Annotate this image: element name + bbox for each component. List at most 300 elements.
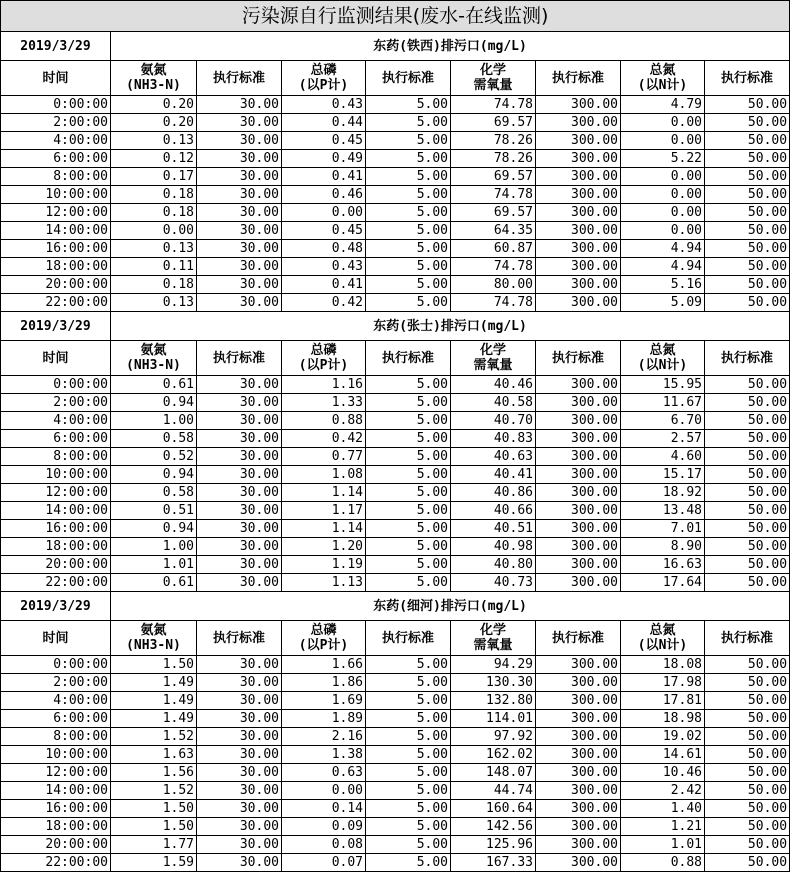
- value-cell: 1.49: [111, 674, 197, 692]
- table-row: [1, 222, 790, 240]
- value-cell: 0.88: [621, 854, 705, 872]
- value-cell: 30.00: [197, 854, 282, 872]
- value-cell: 40.98: [451, 538, 536, 556]
- value-cell: 1.17: [282, 502, 366, 520]
- value-cell: 19.02: [621, 728, 705, 746]
- column-header: 总氮 (以N计): [621, 341, 705, 376]
- value-cell: 78.26: [451, 132, 536, 150]
- value-cell: 74.78: [451, 96, 536, 114]
- value-cell: 1.13: [282, 574, 366, 592]
- section-outlet-title: 东药(细河)排污口(mg/L): [111, 592, 790, 621]
- value-cell: 0.00: [621, 186, 705, 204]
- time-cell: 12:00:00: [1, 484, 111, 502]
- value-cell: 50.00: [705, 430, 790, 448]
- value-cell: 0.45: [282, 222, 366, 240]
- value-cell: 30.00: [197, 294, 282, 312]
- table-row: [1, 484, 790, 502]
- value-cell: 30.00: [197, 728, 282, 746]
- value-cell: 50.00: [705, 556, 790, 574]
- time-cell: 14:00:00: [1, 222, 111, 240]
- value-cell: 60.87: [451, 240, 536, 258]
- value-cell: 0.42: [282, 294, 366, 312]
- value-cell: 50.00: [705, 114, 790, 132]
- value-cell: 50.00: [705, 276, 790, 294]
- value-cell: 5.00: [366, 412, 451, 430]
- value-cell: 0.00: [621, 114, 705, 132]
- value-cell: 30.00: [197, 836, 282, 854]
- time-cell: 18:00:00: [1, 818, 111, 836]
- value-cell: 40.70: [451, 412, 536, 430]
- time-cell: 4:00:00: [1, 692, 111, 710]
- value-cell: 50.00: [705, 674, 790, 692]
- value-cell: 5.00: [366, 222, 451, 240]
- value-cell: 5.00: [366, 538, 451, 556]
- value-cell: 1.77: [111, 836, 197, 854]
- value-cell: 1.38: [282, 746, 366, 764]
- value-cell: 5.00: [366, 764, 451, 782]
- value-cell: 30.00: [197, 782, 282, 800]
- value-cell: 114.01: [451, 710, 536, 728]
- value-cell: 78.26: [451, 150, 536, 168]
- value-cell: 5.00: [366, 114, 451, 132]
- value-cell: 0.00: [621, 204, 705, 222]
- value-cell: 13.48: [621, 502, 705, 520]
- value-cell: 30.00: [197, 484, 282, 502]
- table-row: [1, 150, 790, 168]
- value-cell: 5.00: [366, 376, 451, 394]
- value-cell: 0.63: [282, 764, 366, 782]
- value-cell: 5.00: [366, 484, 451, 502]
- section-date: 2019/3/29: [1, 592, 111, 621]
- value-cell: 18.08: [621, 656, 705, 674]
- column-header: 总氮 (以N计): [621, 621, 705, 656]
- value-cell: 0.00: [282, 204, 366, 222]
- value-cell: 300.00: [536, 150, 621, 168]
- value-cell: 300.00: [536, 502, 621, 520]
- value-cell: 50.00: [705, 448, 790, 466]
- value-cell: 5.00: [366, 556, 451, 574]
- value-cell: 5.00: [366, 448, 451, 466]
- time-cell: 16:00:00: [1, 240, 111, 258]
- value-cell: 50.00: [705, 132, 790, 150]
- value-cell: 30.00: [197, 132, 282, 150]
- value-cell: 300.00: [536, 394, 621, 412]
- time-cell: 22:00:00: [1, 574, 111, 592]
- value-cell: 50.00: [705, 222, 790, 240]
- value-cell: 0.07: [282, 854, 366, 872]
- value-cell: 1.00: [111, 538, 197, 556]
- table-row: [1, 574, 790, 592]
- value-cell: 40.66: [451, 502, 536, 520]
- time-cell: 20:00:00: [1, 276, 111, 294]
- value-cell: 5.00: [366, 574, 451, 592]
- time-cell: 2:00:00: [1, 674, 111, 692]
- value-cell: 0.58: [111, 430, 197, 448]
- time-cell: 16:00:00: [1, 520, 111, 538]
- value-cell: 40.41: [451, 466, 536, 484]
- time-cell: 10:00:00: [1, 186, 111, 204]
- value-cell: 2.16: [282, 728, 366, 746]
- value-cell: 30.00: [197, 204, 282, 222]
- value-cell: 50.00: [705, 294, 790, 312]
- time-cell: 14:00:00: [1, 782, 111, 800]
- table-row: [1, 186, 790, 204]
- value-cell: 5.00: [366, 818, 451, 836]
- value-cell: 30.00: [197, 674, 282, 692]
- value-cell: 0.13: [111, 132, 197, 150]
- value-cell: 5.00: [366, 96, 451, 114]
- table-row: [1, 132, 790, 150]
- value-cell: 0.49: [282, 150, 366, 168]
- value-cell: 50.00: [705, 764, 790, 782]
- value-cell: 300.00: [536, 728, 621, 746]
- time-cell: 12:00:00: [1, 204, 111, 222]
- value-cell: 50.00: [705, 376, 790, 394]
- value-cell: 300.00: [536, 692, 621, 710]
- value-cell: 5.00: [366, 674, 451, 692]
- value-cell: 1.01: [621, 836, 705, 854]
- value-cell: 0.11: [111, 258, 197, 276]
- value-cell: 300.00: [536, 114, 621, 132]
- value-cell: 4.94: [621, 258, 705, 276]
- value-cell: 0.58: [111, 484, 197, 502]
- value-cell: 0.20: [111, 114, 197, 132]
- section-date: 2019/3/29: [1, 312, 111, 341]
- table-row: [1, 168, 790, 186]
- value-cell: 30.00: [197, 258, 282, 276]
- value-cell: 18.98: [621, 710, 705, 728]
- column-header: 执行标准: [366, 621, 451, 656]
- value-cell: 300.00: [536, 674, 621, 692]
- value-cell: 1.69: [282, 692, 366, 710]
- time-cell: 22:00:00: [1, 294, 111, 312]
- value-cell: 30.00: [197, 818, 282, 836]
- value-cell: 50.00: [705, 782, 790, 800]
- table-row: [1, 656, 790, 674]
- time-cell: 2:00:00: [1, 114, 111, 132]
- value-cell: 30.00: [197, 150, 282, 168]
- value-cell: 30.00: [197, 746, 282, 764]
- time-cell: 10:00:00: [1, 466, 111, 484]
- value-cell: 0.00: [621, 168, 705, 186]
- value-cell: 30.00: [197, 538, 282, 556]
- column-header: 氨氮 (NH3-N): [111, 61, 197, 96]
- value-cell: 0.51: [111, 502, 197, 520]
- value-cell: 50.00: [705, 574, 790, 592]
- time-cell: 4:00:00: [1, 412, 111, 430]
- table-row: [1, 394, 790, 412]
- value-cell: 5.00: [366, 394, 451, 412]
- value-cell: 1.20: [282, 538, 366, 556]
- value-cell: 40.86: [451, 484, 536, 502]
- value-cell: 80.00: [451, 276, 536, 294]
- time-cell: 8:00:00: [1, 728, 111, 746]
- value-cell: 300.00: [536, 556, 621, 574]
- table-row: [1, 412, 790, 430]
- section-info-row: [1, 312, 790, 341]
- table-row: [1, 782, 790, 800]
- value-cell: 40.51: [451, 520, 536, 538]
- value-cell: 0.61: [111, 574, 197, 592]
- value-cell: 5.00: [366, 746, 451, 764]
- value-cell: 0.94: [111, 520, 197, 538]
- value-cell: 50.00: [705, 96, 790, 114]
- value-cell: 2.42: [621, 782, 705, 800]
- section-outlet-title: 东药(铁西)排污口(mg/L): [111, 32, 790, 61]
- value-cell: 30.00: [197, 656, 282, 674]
- value-cell: 0.13: [111, 294, 197, 312]
- value-cell: 300.00: [536, 854, 621, 872]
- value-cell: 30.00: [197, 764, 282, 782]
- value-cell: 0.18: [111, 186, 197, 204]
- value-cell: 0.44: [282, 114, 366, 132]
- value-cell: 300.00: [536, 484, 621, 502]
- value-cell: 74.78: [451, 258, 536, 276]
- value-cell: 0.17: [111, 168, 197, 186]
- table-row: [1, 836, 790, 854]
- value-cell: 0.45: [282, 132, 366, 150]
- table-row: [1, 556, 790, 574]
- value-cell: 1.49: [111, 692, 197, 710]
- value-cell: 0.43: [282, 96, 366, 114]
- value-cell: 50.00: [705, 204, 790, 222]
- value-cell: 1.66: [282, 656, 366, 674]
- table-row: [1, 520, 790, 538]
- value-cell: 5.00: [366, 150, 451, 168]
- time-cell: 10:00:00: [1, 746, 111, 764]
- value-cell: 44.74: [451, 782, 536, 800]
- table-row: [1, 276, 790, 294]
- time-cell: 20:00:00: [1, 556, 111, 574]
- value-cell: 40.80: [451, 556, 536, 574]
- value-cell: 0.88: [282, 412, 366, 430]
- value-cell: 50.00: [705, 466, 790, 484]
- value-cell: 5.00: [366, 710, 451, 728]
- table-row: [1, 818, 790, 836]
- table-row: [1, 692, 790, 710]
- value-cell: 5.22: [621, 150, 705, 168]
- value-cell: 30.00: [197, 412, 282, 430]
- column-header: 化学 需氧量: [451, 341, 536, 376]
- table-row: [1, 728, 790, 746]
- value-cell: 30.00: [197, 222, 282, 240]
- value-cell: 4.94: [621, 240, 705, 258]
- value-cell: 2.57: [621, 430, 705, 448]
- value-cell: 40.73: [451, 574, 536, 592]
- table-row: [1, 96, 790, 114]
- value-cell: 0.77: [282, 448, 366, 466]
- column-header: 总磷 (以P计): [282, 621, 366, 656]
- value-cell: 30.00: [197, 466, 282, 484]
- value-cell: 15.17: [621, 466, 705, 484]
- value-cell: 6.70: [621, 412, 705, 430]
- value-cell: 162.02: [451, 746, 536, 764]
- column-header: 执行标准: [705, 61, 790, 96]
- time-cell: 0:00:00: [1, 376, 111, 394]
- table-row: [1, 710, 790, 728]
- value-cell: 125.96: [451, 836, 536, 854]
- value-cell: 300.00: [536, 204, 621, 222]
- value-cell: 30.00: [197, 430, 282, 448]
- value-cell: 0.00: [111, 222, 197, 240]
- value-cell: 0.94: [111, 394, 197, 412]
- value-cell: 0.18: [111, 276, 197, 294]
- value-cell: 11.67: [621, 394, 705, 412]
- value-cell: 17.64: [621, 574, 705, 592]
- value-cell: 1.49: [111, 710, 197, 728]
- value-cell: 4.60: [621, 448, 705, 466]
- section-outlet-title: 东药(张士)排污口(mg/L): [111, 312, 790, 341]
- value-cell: 0.14: [282, 800, 366, 818]
- value-cell: 50.00: [705, 168, 790, 186]
- value-cell: 50.00: [705, 656, 790, 674]
- column-header: 执行标准: [536, 61, 621, 96]
- value-cell: 50.00: [705, 836, 790, 854]
- value-cell: 40.63: [451, 448, 536, 466]
- value-cell: 5.00: [366, 502, 451, 520]
- value-cell: 5.00: [366, 656, 451, 674]
- value-cell: 50.00: [705, 502, 790, 520]
- value-cell: 300.00: [536, 258, 621, 276]
- value-cell: 1.63: [111, 746, 197, 764]
- value-cell: 0.43: [282, 258, 366, 276]
- value-cell: 300.00: [536, 746, 621, 764]
- value-cell: 50.00: [705, 800, 790, 818]
- section-info-row: [1, 592, 790, 621]
- value-cell: 300.00: [536, 574, 621, 592]
- value-cell: 0.41: [282, 168, 366, 186]
- value-cell: 300.00: [536, 818, 621, 836]
- value-cell: 18.92: [621, 484, 705, 502]
- value-cell: 167.33: [451, 854, 536, 872]
- value-cell: 50.00: [705, 746, 790, 764]
- value-cell: 0.52: [111, 448, 197, 466]
- value-cell: 10.46: [621, 764, 705, 782]
- value-cell: 5.00: [366, 466, 451, 484]
- value-cell: 50.00: [705, 412, 790, 430]
- value-cell: 50.00: [705, 818, 790, 836]
- value-cell: 30.00: [197, 168, 282, 186]
- value-cell: 5.00: [366, 782, 451, 800]
- table-body: [1, 1, 790, 872]
- value-cell: 30.00: [197, 96, 282, 114]
- value-cell: 300.00: [536, 96, 621, 114]
- value-cell: 300.00: [536, 376, 621, 394]
- column-header: 时间: [1, 621, 111, 656]
- value-cell: 16.63: [621, 556, 705, 574]
- value-cell: 1.33: [282, 394, 366, 412]
- value-cell: 300.00: [536, 448, 621, 466]
- value-cell: 30.00: [197, 276, 282, 294]
- value-cell: 30.00: [197, 692, 282, 710]
- time-cell: 6:00:00: [1, 430, 111, 448]
- value-cell: 30.00: [197, 520, 282, 538]
- table-row: [1, 800, 790, 818]
- value-cell: 300.00: [536, 240, 621, 258]
- value-cell: 300.00: [536, 168, 621, 186]
- table-row: [1, 538, 790, 556]
- value-cell: 300.00: [536, 294, 621, 312]
- column-header: 总氮 (以N计): [621, 61, 705, 96]
- value-cell: 0.08: [282, 836, 366, 854]
- column-header: 执行标准: [366, 61, 451, 96]
- value-cell: 50.00: [705, 484, 790, 502]
- value-cell: 1.01: [111, 556, 197, 574]
- value-cell: 50.00: [705, 150, 790, 168]
- value-cell: 300.00: [536, 520, 621, 538]
- value-cell: 7.01: [621, 520, 705, 538]
- value-cell: 300.00: [536, 656, 621, 674]
- value-cell: 50.00: [705, 728, 790, 746]
- value-cell: 50.00: [705, 258, 790, 276]
- table-row: [1, 502, 790, 520]
- table-row: [1, 204, 790, 222]
- table-row: [1, 854, 790, 872]
- value-cell: 0.41: [282, 276, 366, 294]
- value-cell: 0.46: [282, 186, 366, 204]
- table-row: [1, 240, 790, 258]
- value-cell: 300.00: [536, 276, 621, 294]
- value-cell: 1.16: [282, 376, 366, 394]
- value-cell: 50.00: [705, 538, 790, 556]
- value-cell: 5.16: [621, 276, 705, 294]
- value-cell: 30.00: [197, 800, 282, 818]
- value-cell: 1.56: [111, 764, 197, 782]
- value-cell: 1.21: [621, 818, 705, 836]
- table-row: [1, 114, 790, 132]
- value-cell: 30.00: [197, 574, 282, 592]
- value-cell: 0.61: [111, 376, 197, 394]
- time-cell: 0:00:00: [1, 96, 111, 114]
- value-cell: 30.00: [197, 710, 282, 728]
- column-header: 总磷 (以P计): [282, 61, 366, 96]
- time-cell: 16:00:00: [1, 800, 111, 818]
- page-title: 污染源自行监测结果(废水-在线监测): [1, 1, 790, 32]
- value-cell: 132.80: [451, 692, 536, 710]
- value-cell: 1.14: [282, 520, 366, 538]
- value-cell: 50.00: [705, 520, 790, 538]
- value-cell: 1.14: [282, 484, 366, 502]
- value-cell: 0.48: [282, 240, 366, 258]
- value-cell: 30.00: [197, 448, 282, 466]
- value-cell: 300.00: [536, 466, 621, 484]
- time-cell: 12:00:00: [1, 764, 111, 782]
- time-cell: 8:00:00: [1, 448, 111, 466]
- value-cell: 142.56: [451, 818, 536, 836]
- table-row: [1, 466, 790, 484]
- value-cell: 300.00: [536, 538, 621, 556]
- value-cell: 5.00: [366, 728, 451, 746]
- column-header: 执行标准: [705, 341, 790, 376]
- value-cell: 8.90: [621, 538, 705, 556]
- value-cell: 0.13: [111, 240, 197, 258]
- value-cell: 5.00: [366, 520, 451, 538]
- value-cell: 5.00: [366, 854, 451, 872]
- table-row: [1, 746, 790, 764]
- value-cell: 1.50: [111, 656, 197, 674]
- value-cell: 5.00: [366, 132, 451, 150]
- value-cell: 1.40: [621, 800, 705, 818]
- value-cell: 0.00: [621, 222, 705, 240]
- value-cell: 5.00: [366, 168, 451, 186]
- value-cell: 50.00: [705, 186, 790, 204]
- table-row: [1, 294, 790, 312]
- table-row: [1, 430, 790, 448]
- value-cell: 94.29: [451, 656, 536, 674]
- value-cell: 1.50: [111, 818, 197, 836]
- value-cell: 0.12: [111, 150, 197, 168]
- column-header: 执行标准: [536, 341, 621, 376]
